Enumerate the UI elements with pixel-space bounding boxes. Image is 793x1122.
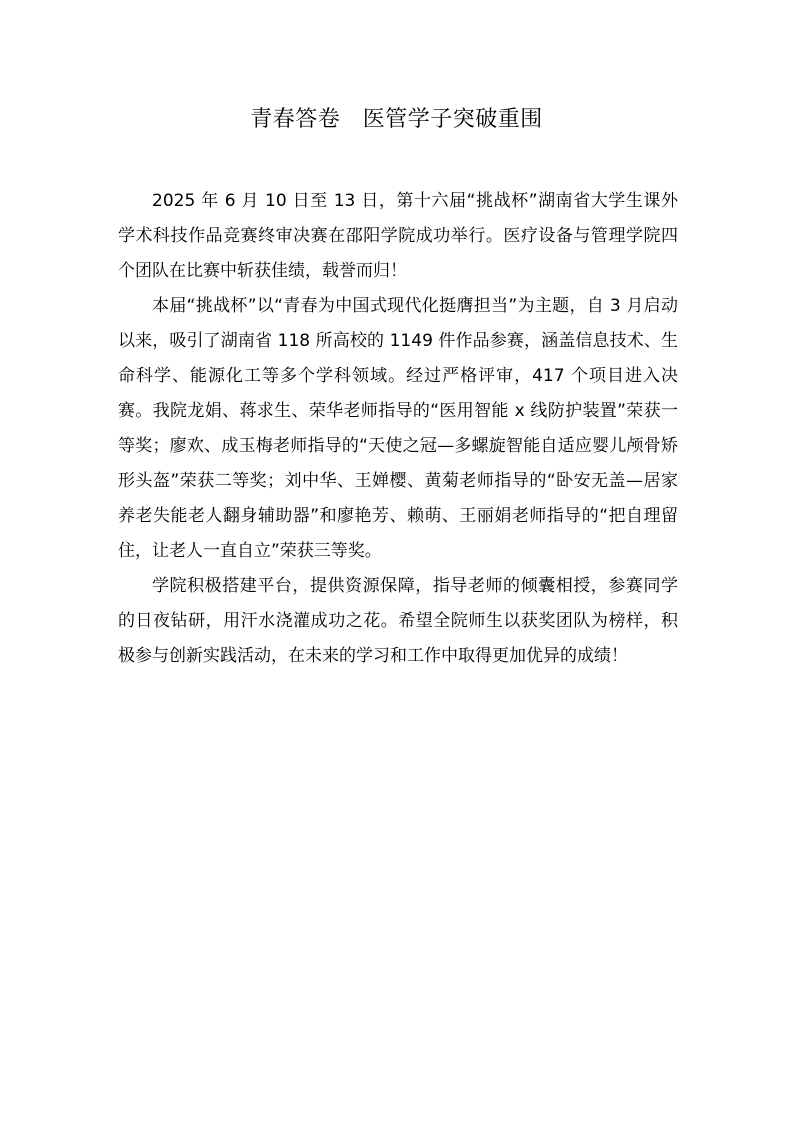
paragraph-1: 2025 年 6 月 10 日至 13 日，第十六届“挑战杯”湖南省大学生课外学术科技作品竞赛终审决赛在邵阳学院成功举行。医疗设备与管理学院四个团队在比赛中斩获佳绩，载誉而归！ [118,191,678,281]
paragraph-2: 本届“挑战杯”以“青春为中国式现代化挺膺担当”为主题，自 3 月启动以来，吸引了湖南省 118 所高校的 1149 件作品参赛，涵盖信息技术、生命科学、能源化工等多个学科领域。经过严格评审，417 个项目进入决赛。我院龙娟、蒋求生、荣华老师指导的“医用智能 x 线防护装置”荣获一等奖；廖欢、成玉梅老师指导的“天使之冠—多螺旋智能自适应婴儿颅骨矫形头盔”荣获二等奖；刘中华、王婵樱、黄菊老师指导的“卧安无盖—居家养老失能老人翻身辅助器”和廖艳芳、赖萌、王丽娟老师指导的“把自理留住，让老人一直自立”荣获三等奖。 [118,296,678,561]
paragraph-3: 学院积极搭建平台，提供资源保障，指导老师的倾囊相授，参赛同学的日夜钻研，用汗水浇灌成功之花。希望全院师生以获奖团队为榜样，积极参与创新实践活动，在未来的学习和工作中取得更加优异的成绩！ [118,576,678,666]
document-body [118,184,678,674]
document-title: 青春答卷 医管学子突破重围 [250,107,543,132]
